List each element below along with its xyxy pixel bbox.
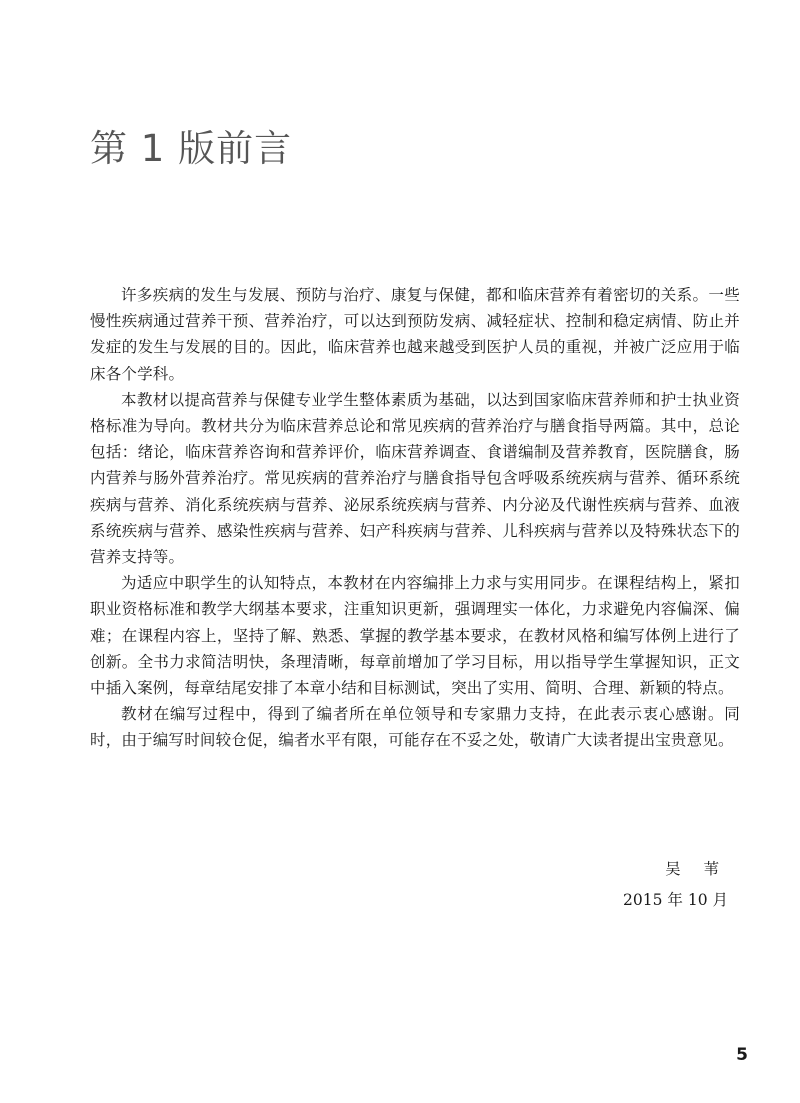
page-title: 第 1 版前言 xyxy=(90,127,293,170)
paragraph-3: 为适应中职学生的认知特点，本教材在内容编排上力求与实用同步。在课程结构上，紧扣职业资格标准和教学大纲基本要求，注重知识更新，强调理实一体化，力求避免内容偏深、偏难；在课程内容上，坚持了解、熟悉、掌握的教学基本要求，在教材风格和编写体例上进行了创新。全书力求简洁明快，条理清晰，每章前增加了学习目标，用以指导学生掌握知识，正文中插入案例，每章结尾安排了本章小结和目标测试，突出了实用、简明、合理、新颖的特点。 xyxy=(90,574,740,698)
page-number: 5 xyxy=(736,1045,748,1065)
paragraph-1: 许多疾病的发生与发展、预防与治疗、康复与保健，都和临床营养有着密切的关系。一些慢性疾病通过营养干预、营养治疗，可以达到预防发病、减轻症状、控制和稳定病情、防止并发症的发生与发展的目的。因此，临床营养也越来越受到医护人员的重视，并被广泛应用于临床各个学科。 xyxy=(90,286,740,383)
preface-body xyxy=(90,282,740,754)
paragraph-2: 本教材以提高营养与保健专业学生整体素质为基础，以达到国家临床营养师和护士执业资格标准为导向。教材共分为临床营养总论和常见疾病的营养治疗与膳食指导两篇。其中，总论包括：绪论，临床营养咨询和营养评价，临床营养调查、食谱编制及营养教育，医院膳食，肠内营养与肠外营养治疗。常见疾病的营养治疗与膳食指导包含呼吸系统疾病与营养、循环系统疾病与营养、消化系统疾病与营养、泌尿系统疾病与营养、内分泌及代谢性疾病与营养、血液系统疾病与营养、感染性疾病与营养、妇产科疾病与营养、儿科疾病与营养以及特殊状态下的营养支持等。 xyxy=(90,390,740,567)
author-signature: 吴 苇 xyxy=(665,860,728,878)
preface-date: 2015 年 10 月 xyxy=(623,891,728,909)
paragraph-4: 教材在编写过程中，得到了编者所在单位领导和专家鼎力支持，在此表示衷心感谢。同时，由于编写时间较仓促，编者水平有限，可能存在不妥之处，敬请广大读者提出宝贵意见。 xyxy=(90,705,740,750)
